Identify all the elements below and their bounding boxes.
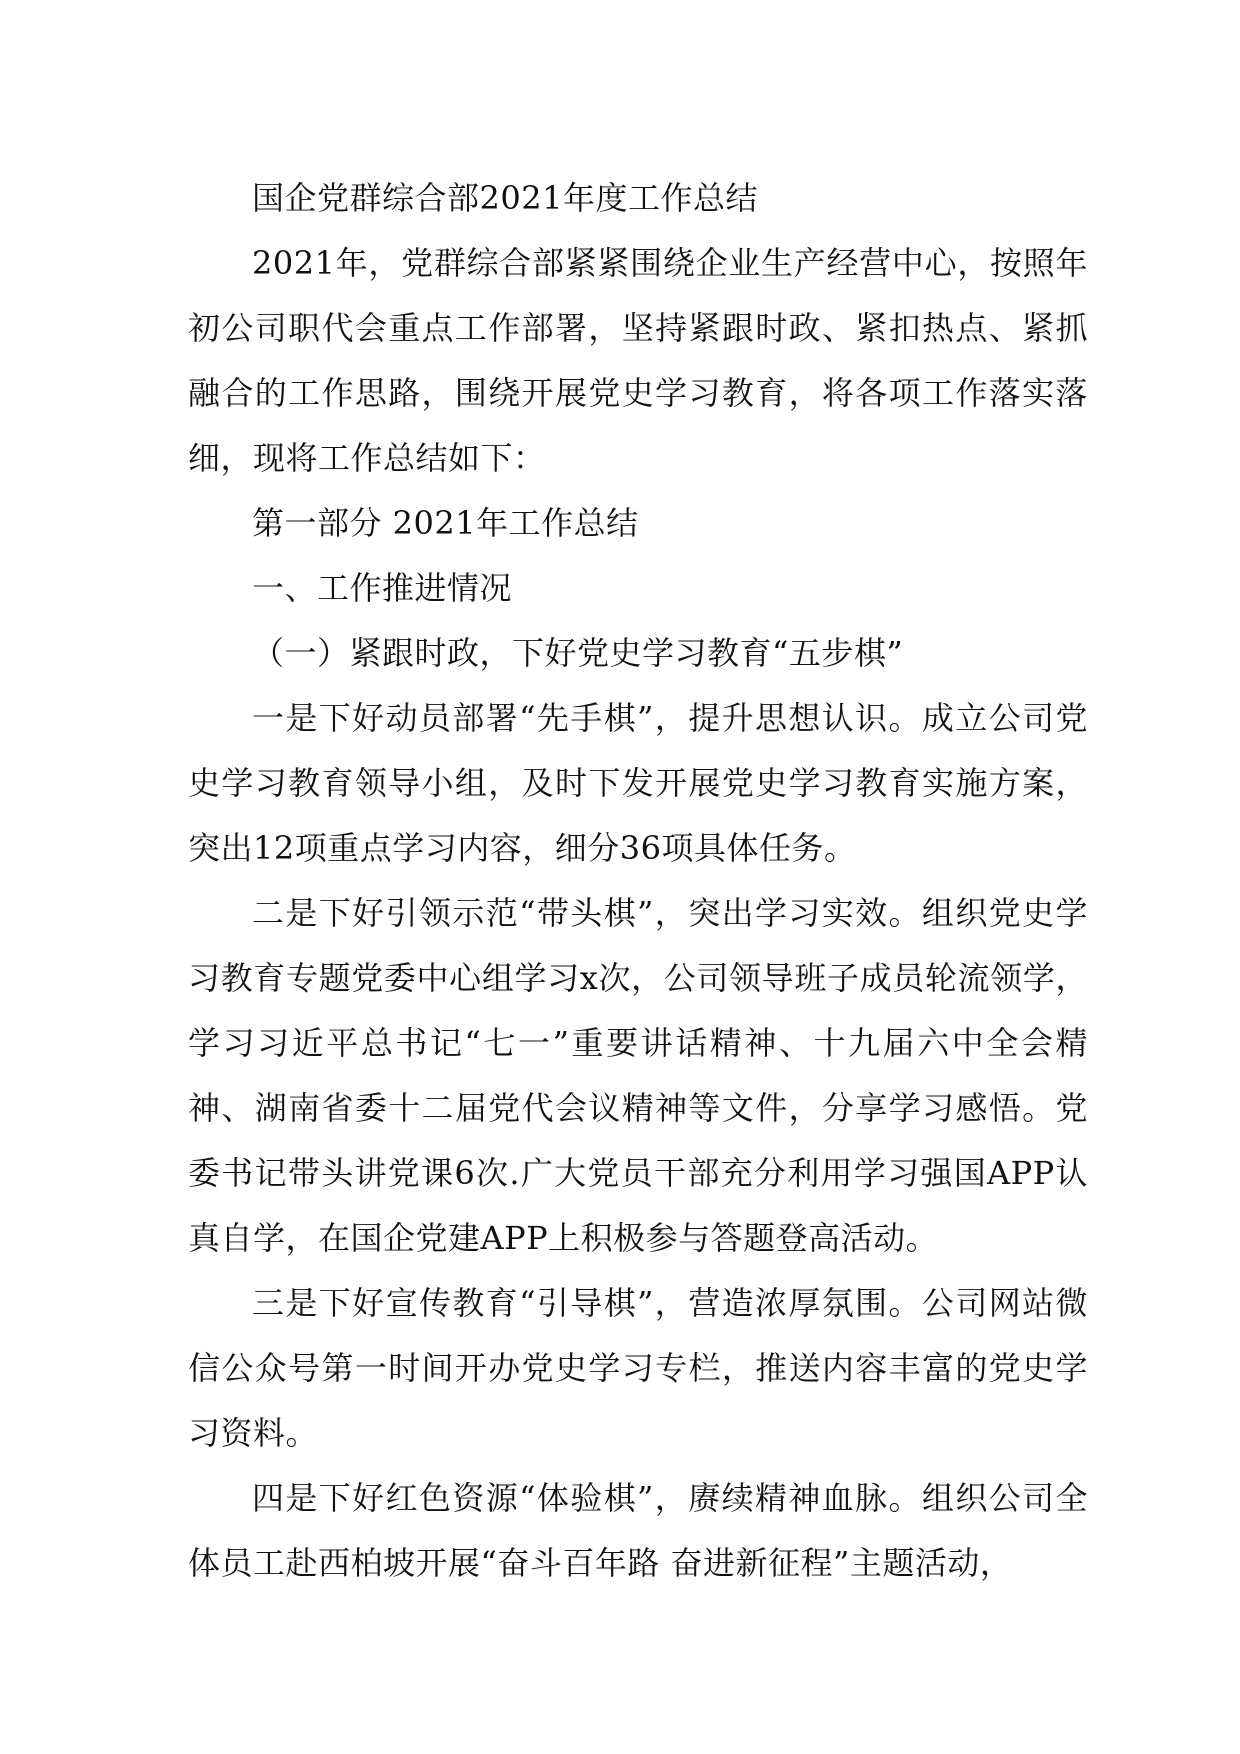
document-title: 国企党群综合部2021年度工作总结	[252, 179, 758, 217]
paragraph-step-four: 四是下好红色资源“体验棋”，赓续精神血脉。组织公司全体员工赴西柏坡开展“奋斗百年路 奋进新征程”主题活动，	[188, 1479, 1088, 1582]
paragraph-step-three: 三是下好宣传教育“引导棋”，营造浓厚氛围。公司网站微信公众号第一时间开办党史学习专栏，推送内容丰富的党史学习资料。	[188, 1284, 1088, 1452]
paragraph-step-two: 二是下好引领示范“带头棋”，突出学习实效。组织党史学习教育专题党委中心组学习x次，公司领导班子成员轮流领学，学习习近平总书记“七一”重要讲话精神、十九届六中全会精神、湖南省委十二届党代会议精神等文件，分享学习感悟。党委书记带头讲党课6次.广大党员干部充分利用学习强国APP认真自学，在国企党建APP上积极参与答题登高活动。	[188, 894, 1088, 1257]
section-heading-part-one: 第一部分 2021年工作总结	[252, 504, 639, 542]
subsection-heading-one: （一）紧跟时政，下好党史学习教育“五步棋”	[252, 634, 904, 672]
paragraph-step-one: 一是下好动员部署“先手棋”，提升思想认识。成立公司党史学习教育领导小组，及时下发开展党史学习教育实施方案，突出12项重点学习内容，细分36项具体任务。	[188, 699, 1088, 867]
paragraph-intro: 2021年，党群综合部紧紧围绕企业生产经营中心，按照年初公司职代会重点工作部署，坚持紧跟时政、紧扣热点、紧抓融合的工作思路，围绕开展党史学习教育，将各项工作落实落细，现将工作总结如下：	[188, 244, 1088, 477]
section-heading-progress: 一、工作推进情况	[252, 569, 513, 607]
document-body	[188, 166, 1088, 1596]
